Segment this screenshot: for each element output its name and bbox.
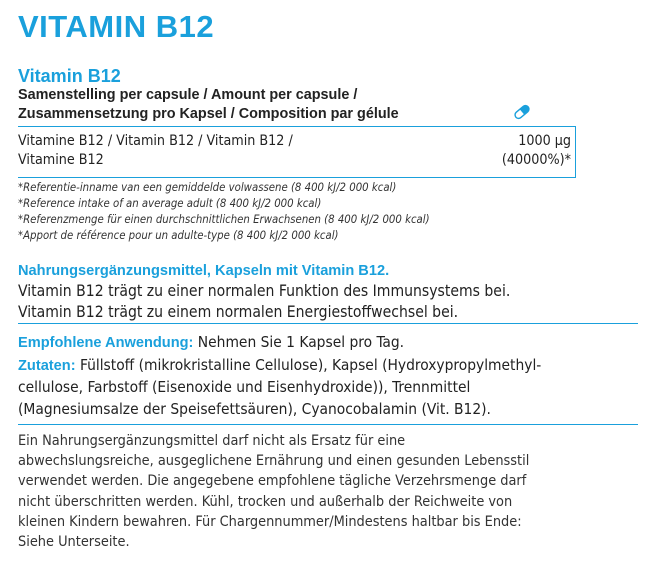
nutrient-amount: 1000 µg (40000%)* <box>501 133 571 168</box>
ingredients-text: Füllstoff (mikrokristalline Cellulose), Kapsel (Hydroxypropylmethyl- <box>75 355 542 374</box>
warning-line: verwendet werden. Die angegebene empfohlene tägliche Verzehrsmenge darf <box>18 473 527 490</box>
product-title: VITAMIN B12 <box>18 9 215 44</box>
capsule-icon <box>512 102 532 122</box>
ingredients-line: cellulose, Farbstoff (Eisenoxide und Eisenhydroxide)), Trennmittel <box>18 378 471 396</box>
warning-line: abwechslungsreiche, ausgeglichene Ernährung und einen gesunden Lebensstil <box>18 453 530 470</box>
nutrition-header-line: Samenstelling per capsule / Amount per capsule / <box>18 87 358 103</box>
footnote: *Referenzmenge für einen durchschnittlichen Erwachsenen (8 400 kJ/2 000 kcal) <box>18 213 430 226</box>
usage-line <box>18 332 638 355</box>
usage-label: Empfohlene Anwendung: <box>18 335 194 351</box>
nutrient-name: Vitamine B12 / Vitamin B12 / Vitamin B12 / Vitamine B12 <box>18 133 293 168</box>
ingredients-line: (Magnesiumsalze der Speisefettsäuren), Cyanocobalamin (Vit. B12). <box>18 399 491 418</box>
footnote: *Reference intake of an average adult (8 400 kJ/2 000 kcal) <box>18 197 322 210</box>
warning-line: kleinen Kindern bewahren. Für Chargennummer/Mindestens haltbar bis Ende: <box>18 513 522 530</box>
ingredients-label: Zutaten: <box>18 357 76 374</box>
nutrition-header-line: Zusammensetzung pro Kapsel / Composition par gélule <box>18 106 399 122</box>
warning-line: nicht überschritten werden. Kühl, trocken und außerhalb der Reichweite von <box>18 493 513 510</box>
nutrition-header <box>18 66 576 124</box>
usage-text: Nehmen Sie 1 Kapsel pro Tag. <box>193 333 405 351</box>
footnote: *Referentie-inname van een gemiddelde volwassene (8 400 kJ/2 000 kcal) <box>18 181 397 194</box>
warning-line: Siehe Unterseite. <box>18 534 130 551</box>
nutrition-table <box>18 126 576 178</box>
warning-text <box>18 424 638 552</box>
footnote: *Apport de référence pour un adulte-type (8 400 kJ/2 000 kcal) <box>18 229 339 242</box>
usage-and-ingredients <box>18 323 638 420</box>
reference-footnotes <box>18 180 430 244</box>
nutrition-product-name: Vitamin B12 <box>18 66 121 86</box>
health-claims <box>18 262 638 323</box>
claims-heading: Nahrungsergänzungsmittel, Kapseln mit Vitamin B12. <box>18 263 390 279</box>
claim-line: Vitamin B12 trägt zu einem normalen Energiestoffwechsel bei. <box>18 303 459 321</box>
nutrition-panel <box>18 66 576 178</box>
claim-line: Vitamin B12 trägt zu einer normalen Funktion des Immunsystems bei. <box>18 282 511 300</box>
warning-line: Ein Nahrungsergänzungsmittel darf nicht als Ersatz für eine <box>18 433 406 449</box>
ingredients-line <box>18 355 638 378</box>
